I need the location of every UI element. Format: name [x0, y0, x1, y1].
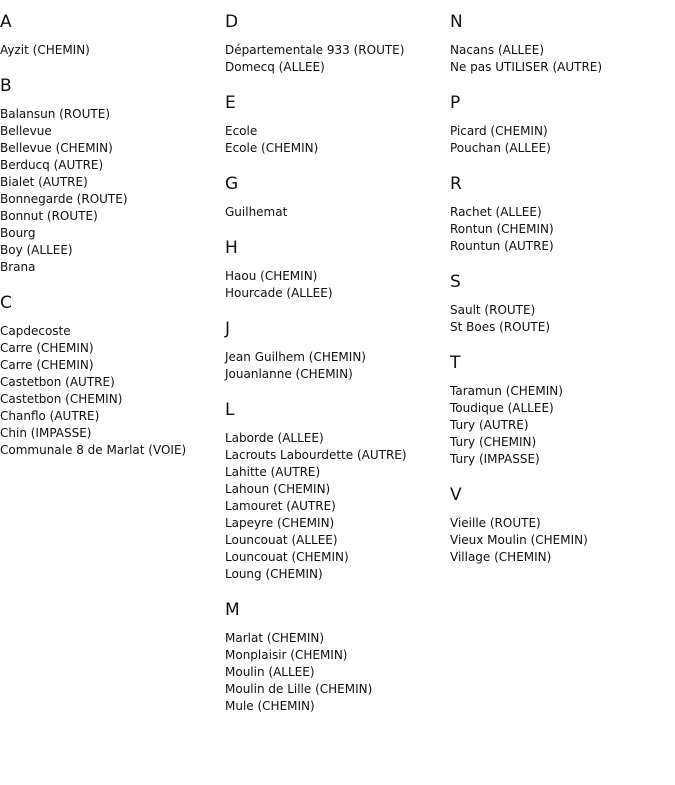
letter-section	[450, 12, 675, 76]
street-link[interactable]: Carre (CHEMIN)	[0, 341, 94, 355]
street-link[interactable]: Sault (ROUTE)	[450, 303, 536, 317]
street-link[interactable]: Chin (IMPASSE)	[0, 426, 92, 440]
index-column-2	[225, 12, 450, 732]
street-link[interactable]: Lacrouts Labourdette (AUTRE)	[225, 448, 407, 462]
section-letter-heading: C	[0, 293, 12, 313]
street-link[interactable]: Toudique (ALLEE)	[450, 401, 554, 415]
street-link[interactable]: Moulin de Lille (CHEMIN)	[225, 682, 373, 696]
street-link[interactable]: Tury (IMPASSE)	[450, 452, 540, 466]
letter-section	[450, 353, 675, 468]
section-letter-heading: J	[225, 319, 231, 339]
street-link[interactable]: St Boes (ROUTE)	[450, 320, 551, 334]
street-link[interactable]: Tury (AUTRE)	[450, 418, 529, 432]
section-letter-heading: V	[450, 485, 462, 505]
section-letter-heading: N	[450, 12, 463, 32]
letter-section	[225, 400, 450, 583]
index-column-1	[0, 12, 225, 476]
letter-section	[225, 12, 450, 76]
section-letter-heading: R	[450, 174, 462, 194]
letter-section	[225, 319, 450, 383]
street-link[interactable]: Hourcade (ALLEE)	[225, 286, 333, 300]
street-link[interactable]: Nacans (ALLEE)	[450, 43, 545, 57]
street-link[interactable]: Louncouat (ALLEE)	[225, 533, 338, 547]
street-link[interactable]: Capdecoste	[0, 324, 71, 338]
street-link[interactable]: Jouanlanne (CHEMIN)	[225, 367, 353, 381]
street-link[interactable]: Guilhemat	[225, 205, 288, 219]
street-link[interactable]: Bellevue	[0, 124, 52, 138]
section-letter-heading: T	[450, 353, 461, 373]
letter-section	[225, 93, 450, 157]
street-link[interactable]: Ecole	[225, 124, 258, 138]
street-link[interactable]: Communale 8 de Marlat (VOIE)	[0, 443, 187, 457]
street-link[interactable]: Bonnegarde (ROUTE)	[0, 192, 128, 206]
street-link[interactable]: Pouchan (ALLEE)	[450, 141, 551, 155]
section-letter-heading: A	[0, 12, 12, 32]
street-link[interactable]: Brana	[0, 260, 36, 274]
street-link[interactable]: Moulin (ALLEE)	[225, 665, 315, 679]
street-link[interactable]: Carre (CHEMIN)	[0, 358, 94, 372]
street-link[interactable]: Picard (CHEMIN)	[450, 124, 548, 138]
street-link[interactable]: Boy (ALLEE)	[0, 243, 73, 257]
street-link[interactable]: Lamouret (AUTRE)	[225, 499, 336, 513]
street-link[interactable]: Lahoun (CHEMIN)	[225, 482, 331, 496]
street-link[interactable]: Balansun (ROUTE)	[0, 107, 110, 121]
street-link[interactable]: Laborde (ALLEE)	[225, 431, 324, 445]
letter-section	[450, 93, 675, 157]
street-link[interactable]: Rachet (ALLEE)	[450, 205, 542, 219]
street-link[interactable]: Taramun (CHEMIN)	[450, 384, 563, 398]
letter-section	[225, 600, 450, 715]
street-link[interactable]: Ayzit (CHEMIN)	[0, 43, 90, 57]
letter-section	[0, 12, 225, 59]
street-link[interactable]: Rontun (CHEMIN)	[450, 222, 554, 236]
street-link[interactable]: Jean Guilhem (CHEMIN)	[225, 350, 366, 364]
letter-section	[0, 293, 225, 459]
letter-section	[450, 272, 675, 336]
section-letter-heading: B	[0, 76, 12, 96]
street-link[interactable]: Domecq (ALLEE)	[225, 60, 325, 74]
section-letter-heading: H	[225, 238, 238, 258]
street-link[interactable]: Castetbon (AUTRE)	[0, 375, 115, 389]
section-letter-heading: E	[225, 93, 236, 113]
street-link[interactable]: Lahitte (AUTRE)	[225, 465, 321, 479]
street-link[interactable]: Berducq (AUTRE)	[0, 158, 104, 172]
section-letter-heading: S	[450, 272, 461, 292]
section-letter-heading: L	[225, 400, 235, 420]
street-link[interactable]: Ne pas UTILISER (AUTRE)	[450, 60, 603, 74]
street-link[interactable]: Rountun (AUTRE)	[450, 239, 554, 253]
street-link[interactable]: Bialet (AUTRE)	[0, 175, 88, 189]
street-link[interactable]: Bourg	[0, 226, 36, 240]
street-link[interactable]: Vieille (ROUTE)	[450, 516, 541, 530]
street-link[interactable]: Monplaisir (CHEMIN)	[225, 648, 348, 662]
section-letter-heading: P	[450, 93, 461, 113]
street-link[interactable]: Village (CHEMIN)	[450, 550, 552, 564]
street-link[interactable]: Tury (CHEMIN)	[450, 435, 537, 449]
street-link[interactable]: Mule (CHEMIN)	[225, 699, 315, 713]
street-link[interactable]: Haou (CHEMIN)	[225, 269, 318, 283]
section-letter-heading: D	[225, 12, 239, 32]
index-column-3	[450, 12, 675, 583]
letter-section	[225, 238, 450, 302]
section-letter-heading: G	[225, 174, 239, 194]
letter-section	[0, 76, 225, 276]
street-link[interactable]: Marlat (CHEMIN)	[225, 631, 325, 645]
street-link[interactable]: Vieux Moulin (CHEMIN)	[450, 533, 588, 547]
street-link[interactable]: Départementale 933 (ROUTE)	[225, 43, 405, 57]
street-link[interactable]: Lapeyre (CHEMIN)	[225, 516, 335, 530]
letter-section	[450, 485, 675, 566]
street-link[interactable]: Louncouat (CHEMIN)	[225, 550, 349, 564]
letter-section	[450, 174, 675, 255]
street-link[interactable]: Bellevue (CHEMIN)	[0, 141, 113, 155]
street-link[interactable]: Chanflo (AUTRE)	[0, 409, 100, 423]
street-link[interactable]: Castetbon (CHEMIN)	[0, 392, 123, 406]
street-link[interactable]: Bonnut (ROUTE)	[0, 209, 98, 223]
street-link[interactable]: Loung (CHEMIN)	[225, 567, 323, 581]
street-link[interactable]: Ecole (CHEMIN)	[225, 141, 319, 155]
letter-section	[225, 174, 450, 221]
section-letter-heading: M	[225, 600, 240, 620]
